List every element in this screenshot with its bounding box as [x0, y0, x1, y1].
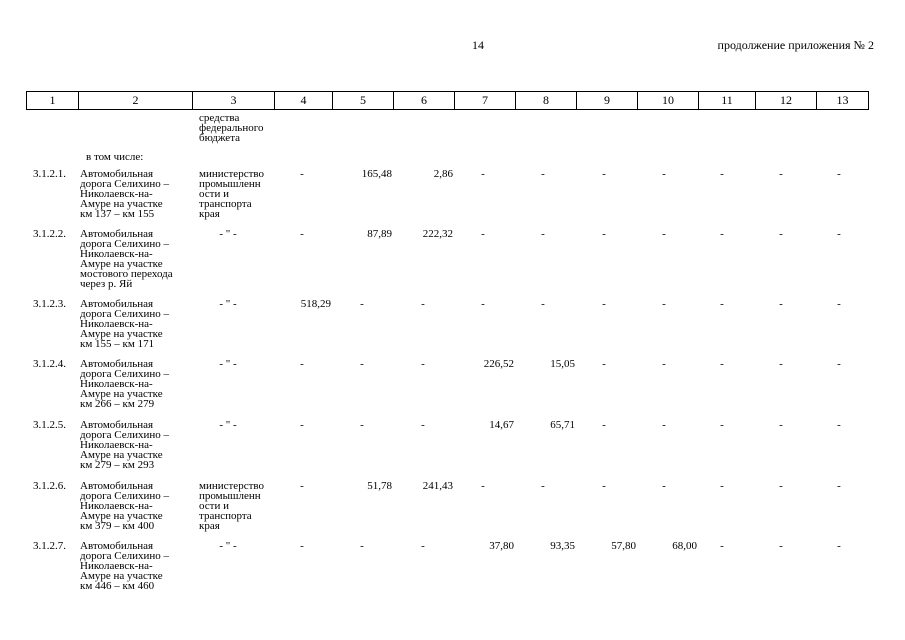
road-section-name: Автомобильная дорога Селихино – Николаевск-на- Амуре на участке км 379 – км 400: [80, 480, 169, 532]
value-cell: 37,80: [489, 540, 514, 552]
executor: - " -: [219, 228, 237, 240]
value-cell: 87,89: [367, 228, 392, 240]
page-number: 14: [472, 38, 484, 52]
road-section-name: Автомобильная дорога Селихино – Николаевск-на- Амуре на участке км 137 – км 155: [80, 168, 169, 220]
road-section-name: Автомобильная дорога Селихино – Николаевск-на- Амуре на участке км 266 – км 279: [80, 358, 169, 410]
value-cell: -: [602, 480, 606, 492]
column-header-cell: 8: [516, 92, 577, 110]
value-cell: 165,48: [361, 168, 392, 180]
value-cell: -: [360, 298, 364, 310]
value-cell: -: [837, 358, 841, 370]
column-header-cell: 10: [638, 92, 699, 110]
executor: - " -: [219, 419, 237, 431]
column-header-cell: 13: [817, 92, 869, 110]
value-cell: -: [421, 298, 425, 310]
value-cell: -: [779, 168, 783, 180]
value-cell: -: [602, 419, 606, 431]
value-cell: -: [720, 480, 724, 492]
value-cell: -: [541, 480, 545, 492]
row-number: 3.1.2.2.: [33, 228, 66, 240]
value-cell: -: [602, 358, 606, 370]
value-cell: -: [720, 419, 724, 431]
value-cell: -: [300, 540, 304, 552]
value-cell: -: [360, 540, 364, 552]
funding-source-label: средства федерального бюджета: [199, 112, 264, 144]
value-cell: -: [602, 228, 606, 240]
value-cell: -: [662, 419, 666, 431]
executor: министерство промышленн ости и транспорта края: [199, 480, 265, 532]
column-header-cell: 3: [193, 92, 275, 110]
value-cell: -: [300, 480, 304, 492]
row-number: 3.1.2.4.: [33, 358, 66, 370]
value-cell: 2,86: [433, 168, 453, 180]
column-header-cell: 6: [394, 92, 455, 110]
value-cell: -: [837, 540, 841, 552]
value-cell: 51,78: [367, 480, 392, 492]
value-cell: -: [779, 480, 783, 492]
value-cell: -: [481, 228, 485, 240]
executor: - " -: [219, 298, 237, 310]
value-cell: -: [602, 168, 606, 180]
column-header-cell: 12: [756, 92, 817, 110]
value-cell: -: [300, 419, 304, 431]
row-number: 3.1.2.5.: [33, 419, 66, 431]
value-cell: -: [720, 168, 724, 180]
column-header-cell: 5: [333, 92, 394, 110]
value-cell: -: [837, 419, 841, 431]
road-section-name: Автомобильная дорога Селихино – Николаевск-на- Амуре на участке км 155 – км 171: [80, 298, 169, 350]
value-cell: -: [779, 298, 783, 310]
executor: - " -: [219, 358, 237, 370]
value-cell: -: [662, 358, 666, 370]
row-number: 3.1.2.3.: [33, 298, 66, 310]
road-section-name: Автомобильная дорога Селихино – Николаевск-на- Амуре на участке км 446 – км 460: [80, 540, 169, 592]
value-cell: -: [421, 540, 425, 552]
value-cell: -: [421, 358, 425, 370]
value-cell: 14,67: [489, 419, 514, 431]
value-cell: 222,32: [422, 228, 453, 240]
value-cell: -: [541, 228, 545, 240]
row-number: 3.1.2.6.: [33, 480, 66, 492]
value-cell: -: [662, 298, 666, 310]
value-cell: -: [837, 480, 841, 492]
column-header-cell: 11: [699, 92, 756, 110]
row-number: 3.1.2.7.: [33, 540, 66, 552]
value-cell: -: [541, 168, 545, 180]
road-section-name: Автомобильная дорога Селихино – Николаевск-на- Амуре на участке км 279 – км 293: [80, 419, 169, 471]
value-cell: -: [481, 480, 485, 492]
value-cell: 93,35: [550, 540, 575, 552]
column-header-table: [26, 91, 869, 110]
column-header-cell: 7: [455, 92, 516, 110]
subtotal-label: в том числе:: [86, 151, 144, 163]
value-cell: -: [481, 298, 485, 310]
value-cell: -: [662, 168, 666, 180]
value-cell: 65,71: [550, 419, 575, 431]
column-header-cell: 2: [79, 92, 193, 110]
value-cell: -: [662, 228, 666, 240]
column-header-cell: 1: [27, 92, 79, 110]
column-header-cell: 4: [275, 92, 333, 110]
value-cell: -: [481, 168, 485, 180]
value-cell: 518,29: [300, 298, 331, 310]
value-cell: -: [421, 419, 425, 431]
value-cell: -: [720, 358, 724, 370]
row-number: 3.1.2.1.: [33, 168, 66, 180]
value-cell: 241,43: [422, 480, 453, 492]
value-cell: 15,05: [550, 358, 575, 370]
value-cell: -: [541, 298, 545, 310]
value-cell: -: [779, 419, 783, 431]
value-cell: -: [720, 298, 724, 310]
value-cell: -: [602, 298, 606, 310]
value-cell: -: [779, 540, 783, 552]
column-header-cell: 9: [577, 92, 638, 110]
continuation-label: продолжение приложения № 2: [717, 38, 874, 52]
value-cell: -: [837, 298, 841, 310]
executor: - " -: [219, 540, 237, 552]
value-cell: -: [779, 228, 783, 240]
value-cell: -: [360, 358, 364, 370]
executor: министерство промышленн ости и транспорта края: [199, 168, 265, 220]
value-cell: -: [300, 168, 304, 180]
value-cell: -: [300, 358, 304, 370]
value-cell: -: [662, 480, 666, 492]
value-cell: -: [837, 168, 841, 180]
value-cell: -: [360, 419, 364, 431]
value-cell: -: [300, 228, 304, 240]
value-cell: -: [720, 228, 724, 240]
value-cell: -: [779, 358, 783, 370]
value-cell: 226,52: [483, 358, 514, 370]
road-section-name: Автомобильная дорога Селихино – Николаевск-на- Амуре на участке мостового перехода через р. Яй: [80, 228, 173, 290]
value-cell: -: [720, 540, 724, 552]
value-cell: 68,00: [672, 540, 697, 552]
value-cell: -: [837, 228, 841, 240]
value-cell: 57,80: [611, 540, 636, 552]
column-number-row: [27, 92, 869, 110]
